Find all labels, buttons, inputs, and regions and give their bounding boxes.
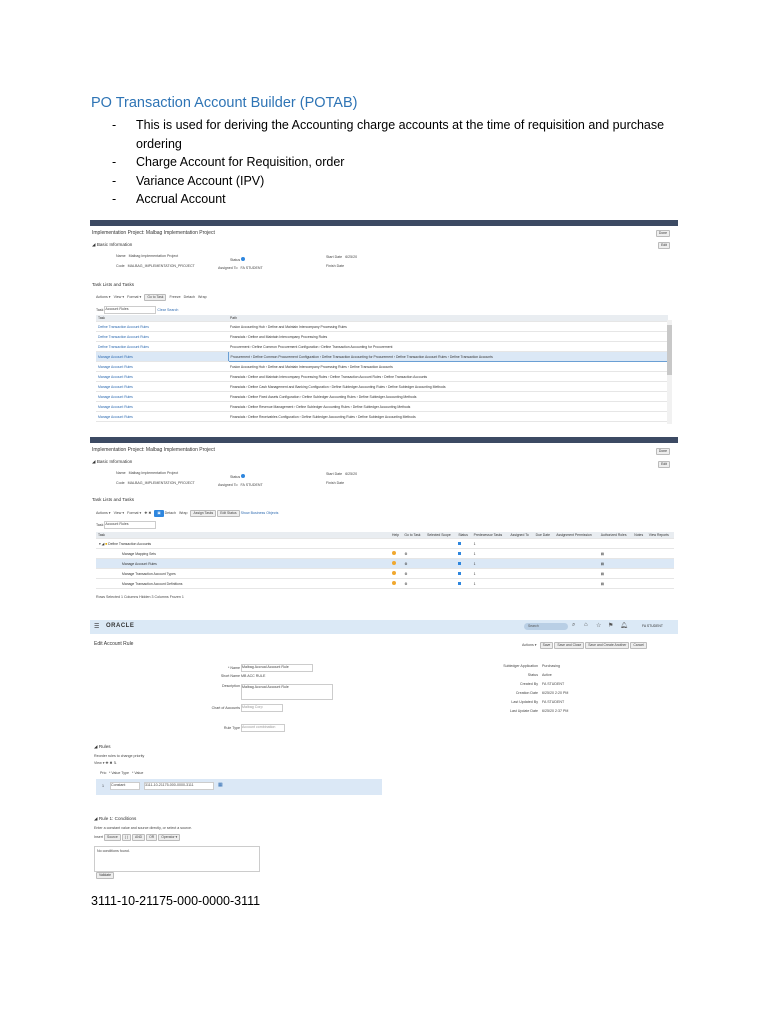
show-business-objects-link[interactable]: Show Business Objects xyxy=(240,511,279,515)
operator-menu[interactable]: Operator ▾ xyxy=(158,834,180,841)
task-search-input[interactable]: Account Rules xyxy=(104,521,156,529)
short-name-row: Short Name MB ACC RULE xyxy=(220,674,266,678)
page-title: PO Transaction Account Builder (POTAB) xyxy=(91,95,358,111)
basic-info-heading: ◢ Basic Information xyxy=(92,459,133,464)
status-icon xyxy=(458,552,461,555)
delete-icon[interactable]: ✖ xyxy=(109,761,113,765)
move-icon[interactable]: ⇅ xyxy=(113,761,117,765)
rule-type-select[interactable]: Account combination xyxy=(241,724,285,732)
conditions-hint: Enter a constant value and source directly, or select a source. xyxy=(94,826,193,830)
task-table xyxy=(96,315,668,422)
conditions-editor[interactable]: No conditions found. xyxy=(94,846,260,872)
name-input[interactable]: Malbag Accrual Account Rule xyxy=(241,664,313,672)
roles-icon[interactable]: ▤ xyxy=(599,549,633,559)
table-row[interactable]: Define Transaction Account Rules Procurement › Define Common Procurement Configuration › Define Transaction Accounting for Procurement xyxy=(96,342,668,352)
col-assignment-permission: Assignment Permission xyxy=(554,532,598,539)
status-icon xyxy=(458,572,461,575)
task-search-input[interactable]: Account Rules xyxy=(104,306,156,314)
format-menu[interactable]: Format ▾ xyxy=(127,511,142,515)
delete-icon[interactable]: ✖ xyxy=(148,511,152,515)
table-row[interactable]: Manage Account Rules Financials › Define Cash Management and Banking Configuration › Define Subledger Accounting Rules › Define Subledger Accounting Methods xyxy=(96,382,668,392)
assign-tasks-button[interactable]: Assign Tasks xyxy=(190,510,216,517)
or-button[interactable]: OR xyxy=(146,834,157,841)
basic-info-heading: ◢ Basic Information xyxy=(92,242,133,247)
task-toolbar xyxy=(96,510,678,517)
detach-button[interactable]: Detach xyxy=(164,511,176,515)
actions-menu[interactable]: Actions ▾ xyxy=(522,643,537,647)
rules-hint: Reorder rules to change priority xyxy=(94,754,145,758)
table-row[interactable]: Manage Account Rules Financials › Define and Maintain Intercompany Processing Rules › Define Transaction Account Rules › Define Transaction Accounts xyxy=(96,372,668,382)
status-row: Status xyxy=(230,474,678,479)
roles-icon[interactable]: ▤ xyxy=(599,569,633,579)
screenshot-edit-account-rule xyxy=(90,620,678,884)
actions-menu[interactable]: Actions ▾ xyxy=(96,511,111,515)
done-button[interactable]: Done xyxy=(656,448,670,455)
user-menu[interactable]: FA STUDENT xyxy=(642,624,663,628)
source-button[interactable]: Source xyxy=(104,834,121,841)
account-picker-icon[interactable]: ▦ xyxy=(218,782,223,788)
edit-button[interactable]: Edit xyxy=(658,461,670,468)
add-icon[interactable]: ✚ xyxy=(144,511,148,515)
add-icon[interactable]: ✚ xyxy=(105,761,109,765)
conditions-heading: ◢ Rule 1: Conditions xyxy=(94,816,137,821)
status-icon xyxy=(458,562,461,565)
save-and-close-button[interactable]: Save and Close xyxy=(554,642,584,649)
folder-icon: ■ xyxy=(105,541,108,546)
col-assigned-to: Assigned To xyxy=(508,532,533,539)
task-search: Task Account Rules xyxy=(96,521,678,529)
col-path: Path xyxy=(228,315,668,322)
freeze-button[interactable]: ▣ xyxy=(154,510,163,517)
validate-button[interactable]: Validate xyxy=(96,872,114,879)
rule-row[interactable]: 1 Constant 3111-10-21175-000-0000-3111 ▦ xyxy=(96,779,382,795)
view-menu[interactable]: View ▾ xyxy=(113,511,125,515)
help-icon[interactable] xyxy=(392,571,396,575)
table-footer: Rows Selected 1 Columns Hidden 3 Columns Frozen 1 xyxy=(96,595,184,599)
col-view-reports: View Reports xyxy=(647,532,674,539)
parentheses-button[interactable]: ( ) xyxy=(122,834,131,841)
notifications-icon[interactable]: 🔔︎ xyxy=(620,623,628,629)
page-actions xyxy=(522,642,678,649)
description-row: Description Malbag Accrual Account Rule xyxy=(200,684,678,700)
assigned-row: Assigned To FA STUDENT xyxy=(218,483,263,487)
col-selected-scope: Selected Scope xyxy=(425,532,456,539)
table-row[interactable]: Manage Mapping Sets ⚙ 1 ▤ xyxy=(96,549,674,559)
project-heading: Implementation Project: Malbag Implementation Project xyxy=(92,230,215,236)
table-row[interactable]: Define Transaction Account Rules Financials › Define and Maintain Intercompany Processing Rules xyxy=(96,332,668,342)
detach-button[interactable]: Detach xyxy=(183,295,196,299)
save-and-create-button[interactable]: Save and Create Another xyxy=(585,642,629,649)
bullet-item: - Accrual Account xyxy=(112,190,682,209)
actions-menu[interactable]: Actions ▾ xyxy=(96,295,111,299)
name-field-row: * Name Malbag Accrual Account Rule xyxy=(214,664,678,672)
task-toolbar xyxy=(96,294,678,301)
col-go-to-task: Go to Task xyxy=(402,532,425,539)
table-row[interactable]: Manage Transaction Account Definitions ⚙ 1 ▤ xyxy=(96,579,674,589)
rules-heading: ◢ Rules xyxy=(94,744,111,749)
finish-date-row: Finish Date xyxy=(326,481,345,485)
col-predecessor: Predecessor Tasks xyxy=(472,532,509,539)
value-type-select[interactable]: Constant xyxy=(110,782,140,790)
start-date-row: Start Date 6/25/20 xyxy=(326,472,358,476)
wrap-button[interactable]: Wrap xyxy=(198,295,207,299)
top-bar xyxy=(90,220,678,226)
table-row[interactable]: Manage Account Rules Fusion Accounting Hub › Define and Maintain Intercompany Processing Rules › Define Transaction Accounts xyxy=(96,362,668,372)
format-menu[interactable]: Format ▾ xyxy=(127,295,142,299)
favorites-icon[interactable]: ☆ xyxy=(596,623,602,629)
oracle-logo: ORACLE xyxy=(106,623,135,629)
finish-date-row: Finish Date xyxy=(326,264,345,268)
help-icon[interactable] xyxy=(392,551,396,555)
task-tree-table xyxy=(96,532,674,589)
name-row: Name Malbag Implementation Project xyxy=(116,471,179,475)
global-header xyxy=(90,620,678,634)
table-row[interactable]: Manage Transaction Account Types ⚙ 1 ▤ xyxy=(96,569,674,579)
edit-button[interactable]: Edit xyxy=(658,242,670,249)
col-due-date: Due Date xyxy=(534,532,555,539)
save-button[interactable]: Save xyxy=(540,642,554,649)
status-icon xyxy=(458,542,461,545)
edit-status-button[interactable]: Edit Status xyxy=(217,510,239,517)
conditions-toolbar: Insert Source ( ) AND OR Operator ▾ xyxy=(94,834,678,841)
view-menu[interactable]: View ▾ xyxy=(113,295,125,299)
coa-row: Chart of Accounts Malbag Corp xyxy=(182,704,678,712)
table-row[interactable]: Define Transaction Account Rules Fusion Accounting Hub › Define and Maintain Intercompany Processing Rules xyxy=(96,322,668,332)
table-row[interactable]: Manage Account Rules ⚙ 1 ▤ xyxy=(96,559,674,569)
go-to-task-button[interactable]: Go to Task xyxy=(144,294,166,301)
go-to-task-icon[interactable]: ⚙ xyxy=(402,549,425,559)
table-scrollbar[interactable] xyxy=(667,320,672,424)
help-icon[interactable] xyxy=(392,561,396,565)
col-status: Status xyxy=(456,532,471,539)
rules-table-header: Prio * Value Type * Value xyxy=(100,771,144,775)
info-icon xyxy=(241,257,245,261)
screenshot-task-search xyxy=(90,220,678,428)
coa-select[interactable]: Malbag Corp xyxy=(241,704,283,712)
code-row: Code MALBAG_IMPLEMENTATION_PROJECT xyxy=(116,481,195,485)
go-to-task-icon[interactable]: ⚙ xyxy=(402,579,425,589)
roles-icon[interactable]: ▤ xyxy=(599,579,633,589)
done-button[interactable]: Done xyxy=(656,230,670,237)
and-button[interactable]: AND xyxy=(132,834,145,841)
status-row: Status xyxy=(230,257,678,262)
name-row: Name Malbag Implementation Project xyxy=(116,254,179,258)
bullet-item: - Variance Account (IPV) xyxy=(112,172,682,191)
rule-metadata-values: Purchasing Active FA STUDENT 6/25/20 2:20 PM FA STUDENT 6/25/20 2:37 PM xyxy=(542,664,569,713)
rules-toolbar xyxy=(94,761,678,765)
global-search-input[interactable]: Search xyxy=(524,623,568,630)
table-row[interactable]: Manage Account Rules Financials › Define Revenue Management › Define Subledger Accounting Rules › Define Subledger Accounting Methods xyxy=(96,402,668,412)
screenshot-task-list xyxy=(90,437,678,610)
col-authorized-roles: Authorized Roles xyxy=(599,532,633,539)
tasks-heading: Task Lists and Tasks xyxy=(92,497,135,502)
home-icon[interactable]: ⌂ xyxy=(584,622,588,628)
freeze-button[interactable]: Freeze xyxy=(169,295,181,299)
value-input[interactable]: 3111-10-21175-000-0000-3111 xyxy=(144,782,214,790)
page-title: Edit Account Rule xyxy=(94,641,134,647)
rule-metadata-labels: Subledger Application Status Created By Creation Date Last Updated By Last Update Date xyxy=(503,664,538,713)
view-menu[interactable]: View ▾ xyxy=(94,761,105,765)
code-row: Code MALBAG_IMPLEMENTATION_PROJECT xyxy=(116,264,195,268)
go-to-task-icon[interactable]: ⚙ xyxy=(402,559,425,569)
help-icon[interactable] xyxy=(392,581,396,585)
clear-search-link[interactable]: Clear Search xyxy=(157,307,179,312)
status-icon xyxy=(458,582,461,585)
description-input[interactable]: Malbag Accrual Account Rule xyxy=(241,684,333,700)
col-notes: Notes xyxy=(632,532,646,539)
col-task: Task xyxy=(96,532,390,539)
account-code: 3111-10-21175-000-0000-3111 xyxy=(91,894,261,908)
table-row[interactable]: Manage Account Rules Procurement › Define Common Procurement Configuration › Define Transaction Accounting for Procurement › Define Transaction Account Rules › Define Transaction Accounts xyxy=(96,352,668,362)
bullet-item: - This is used for deriving the Accounting charge accounts at the time of requisition and purchase ordering xyxy=(112,116,682,153)
col-help: Help xyxy=(390,532,402,539)
go-to-task-icon[interactable]: ⚙ xyxy=(402,569,425,579)
wrap-button[interactable]: Wrap xyxy=(178,511,188,515)
rule-type-row: Rule Type Account combination xyxy=(200,724,678,732)
assigned-row: Assigned To FA STUDENT xyxy=(218,266,263,270)
cancel-button[interactable]: Cancel xyxy=(630,642,647,649)
flag-icon[interactable]: ⚑ xyxy=(608,623,614,629)
roles-icon[interactable]: ▤ xyxy=(599,559,633,569)
table-row[interactable]: ▾ ◢ ■ Define Transaction Accounts 1 xyxy=(96,539,674,549)
col-task: Task xyxy=(96,315,228,322)
info-icon xyxy=(241,474,245,478)
tasks-heading: Task Lists and Tasks xyxy=(92,282,135,287)
search-icon[interactable]: ⌕ xyxy=(572,622,576,628)
table-row[interactable]: Manage Account Rules Financials › Define Receivables Configuration › Define Subledger Accounting Rules › Define Subledger Accounting Methods xyxy=(96,412,668,422)
short-name-input[interactable]: MB ACC RULE xyxy=(241,674,266,678)
menu-icon[interactable]: ☰ xyxy=(94,624,100,630)
start-date-row: Start Date 6/25/20 xyxy=(326,255,358,259)
bullet-list xyxy=(112,116,682,209)
project-heading: Implementation Project: Malbag Implementation Project xyxy=(92,447,215,453)
bullet-item: - Charge Account for Requisition, order xyxy=(112,153,682,172)
top-bar xyxy=(90,437,678,443)
task-search: Task Account Rules Clear Search xyxy=(96,306,678,314)
table-row[interactable]: Manage Account Rules Financials › Define Fixed Assets Configuration › Define Subledger Accounting Rules › Define Subledger Accounting Methods xyxy=(96,392,668,402)
